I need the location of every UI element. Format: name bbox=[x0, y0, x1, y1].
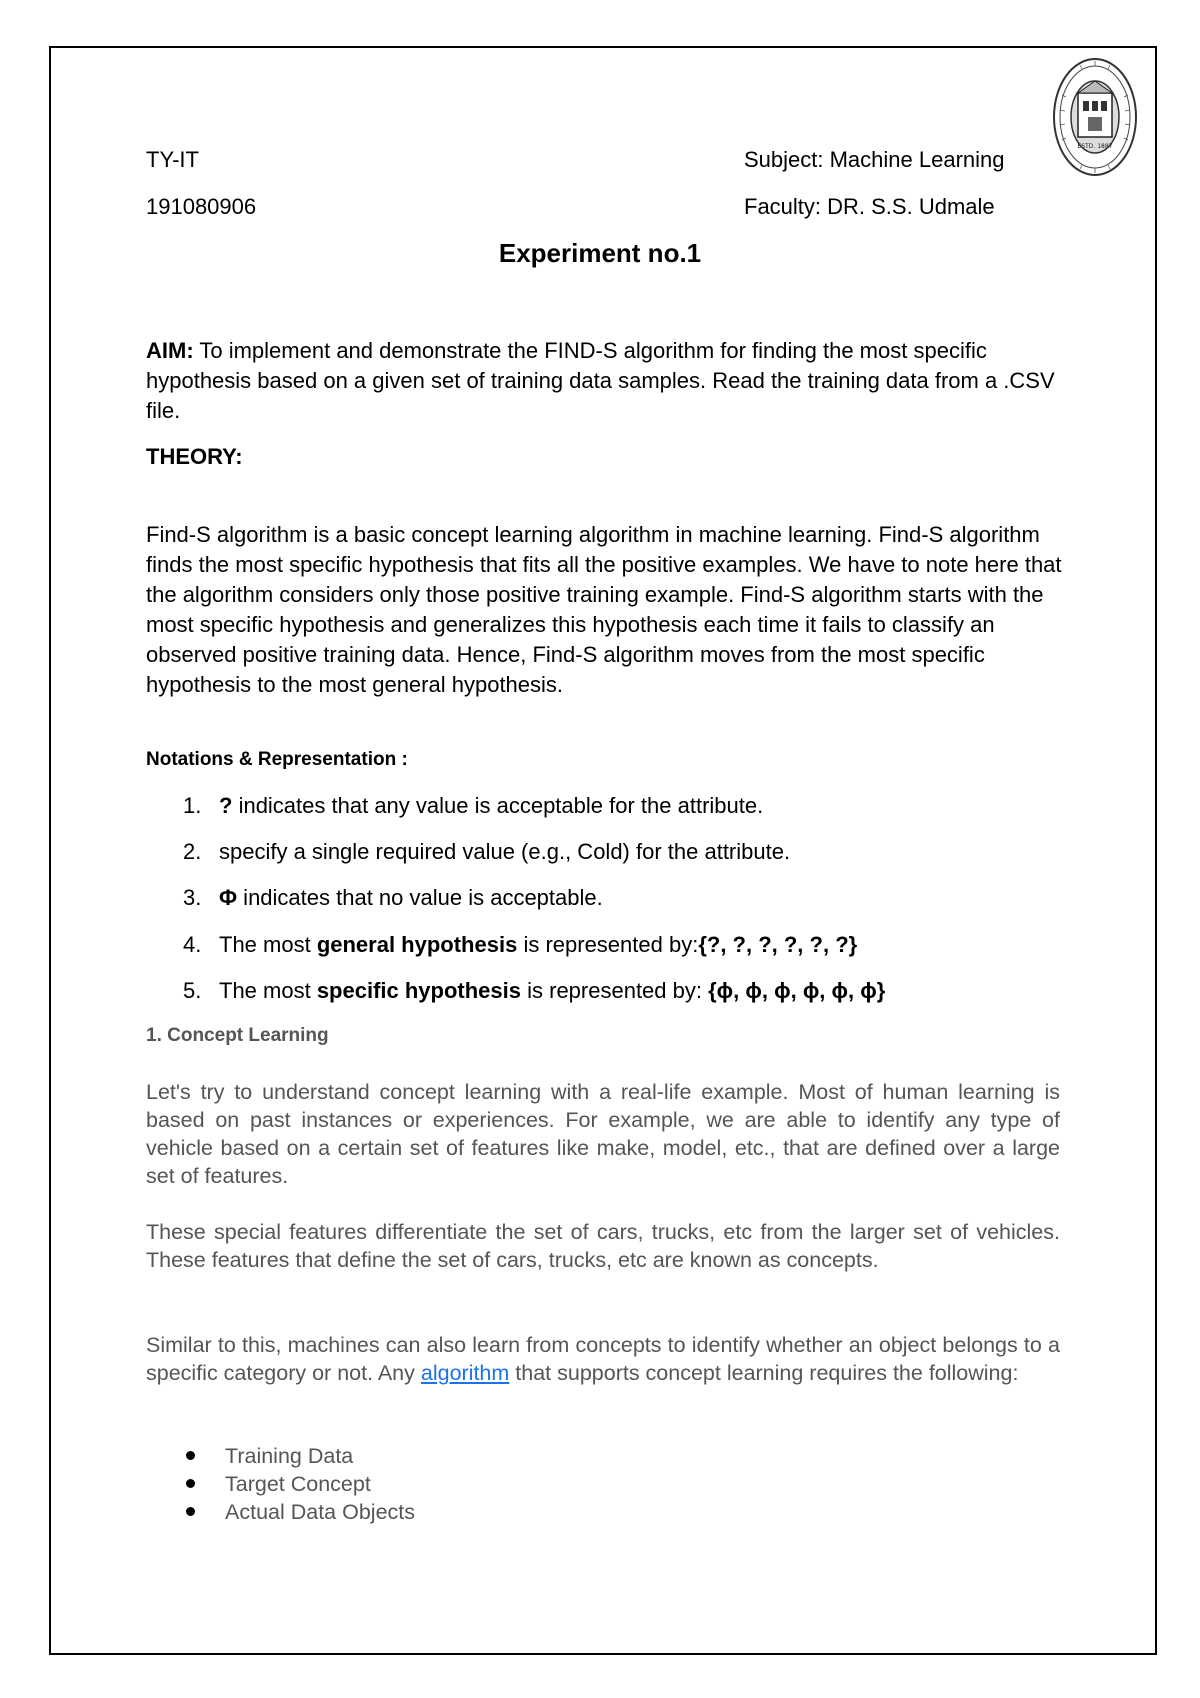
aim-paragraph bbox=[146, 336, 1066, 426]
bullet-icon bbox=[186, 1507, 195, 1516]
subject-label: Subject: Machine Learning bbox=[744, 147, 1005, 172]
faculty-label: Faculty: DR. S.S. Udmale bbox=[744, 194, 995, 219]
notation-item: 3. Φ indicates that no value is acceptable. bbox=[183, 885, 603, 910]
list-item: Target Concept bbox=[186, 1472, 371, 1497]
institute-seal-icon bbox=[1050, 55, 1140, 185]
notations-heading: Notations & Representation : bbox=[146, 749, 408, 770]
concept-learning-heading: 1. Concept Learning bbox=[146, 1025, 329, 1046]
notation-item: 4. The most general hypothesis is represented by:{?, ?, ?, ?, ?, ?} bbox=[183, 932, 858, 957]
aim-text: To implement and demonstrate the FIND-S algorithm for finding the most specific hypothesis based on a given set of training data samples. Read the training data from a .CSV file. bbox=[146, 338, 1055, 423]
roll-number: 191080906 bbox=[146, 194, 257, 219]
class-label: TY-IT bbox=[146, 147, 199, 172]
list-item: Training Data bbox=[186, 1444, 353, 1469]
concept-paragraph-1: Let's try to understand concept learning with a real-life example. Most of human learning is based on past instances or experiences. For example, we are able to identify any type of vehicle based on a certain set of features like make, model, etc., that are defined over a large set of features. bbox=[146, 1080, 1060, 1188]
bullet-icon bbox=[186, 1451, 195, 1460]
notation-item: 5. The most specific hypothesis is represented by: {ϕ, ϕ, ϕ, ϕ, ϕ, ϕ} bbox=[183, 978, 886, 1003]
bullet-icon bbox=[186, 1479, 195, 1488]
theory-heading: THEORY: bbox=[146, 444, 243, 469]
notation-item: 1. ? indicates that any value is acceptable for the attribute. bbox=[183, 793, 764, 818]
algorithm-link[interactable]: algorithm bbox=[420, 1361, 510, 1385]
concept-paragraph-3: Similar to this, machines can also learn from concepts to identify whether an object belongs to a specific category or not. Any algorithm that supports concept learning requires the following: bbox=[146, 1333, 1060, 1385]
svg-text:ESTD. 1887: ESTD. 1887 bbox=[1077, 143, 1113, 150]
theory-paragraph: Find-S algorithm is a basic concept learning algorithm in machine learning. Find-S algorithm finds the most specific hypothesis that fits all the positive examples. We have to note here that the algorithm considers only those positive training example. Find-S algorithm starts with the most specific hypothesis and generalizes this hypothesis each time it fails to classify an observed positive training data. Hence, Find-S algorithm moves from the most specific hypothesis to the most general hypothesis. bbox=[146, 522, 1062, 697]
concept-paragraph-2: These special features differentiate the set of cars, trucks, etc from the larger set of vehicles. These features that define the set of cars, trucks, etc are known as concepts. bbox=[146, 1220, 1060, 1272]
aim-label: AIM: bbox=[146, 338, 194, 363]
notation-item: 2. specify a single required value (e.g., Cold) for the attribute. bbox=[183, 839, 791, 864]
list-item: Actual Data Objects bbox=[186, 1500, 415, 1525]
page-title: Experiment no.1 bbox=[498, 238, 702, 268]
